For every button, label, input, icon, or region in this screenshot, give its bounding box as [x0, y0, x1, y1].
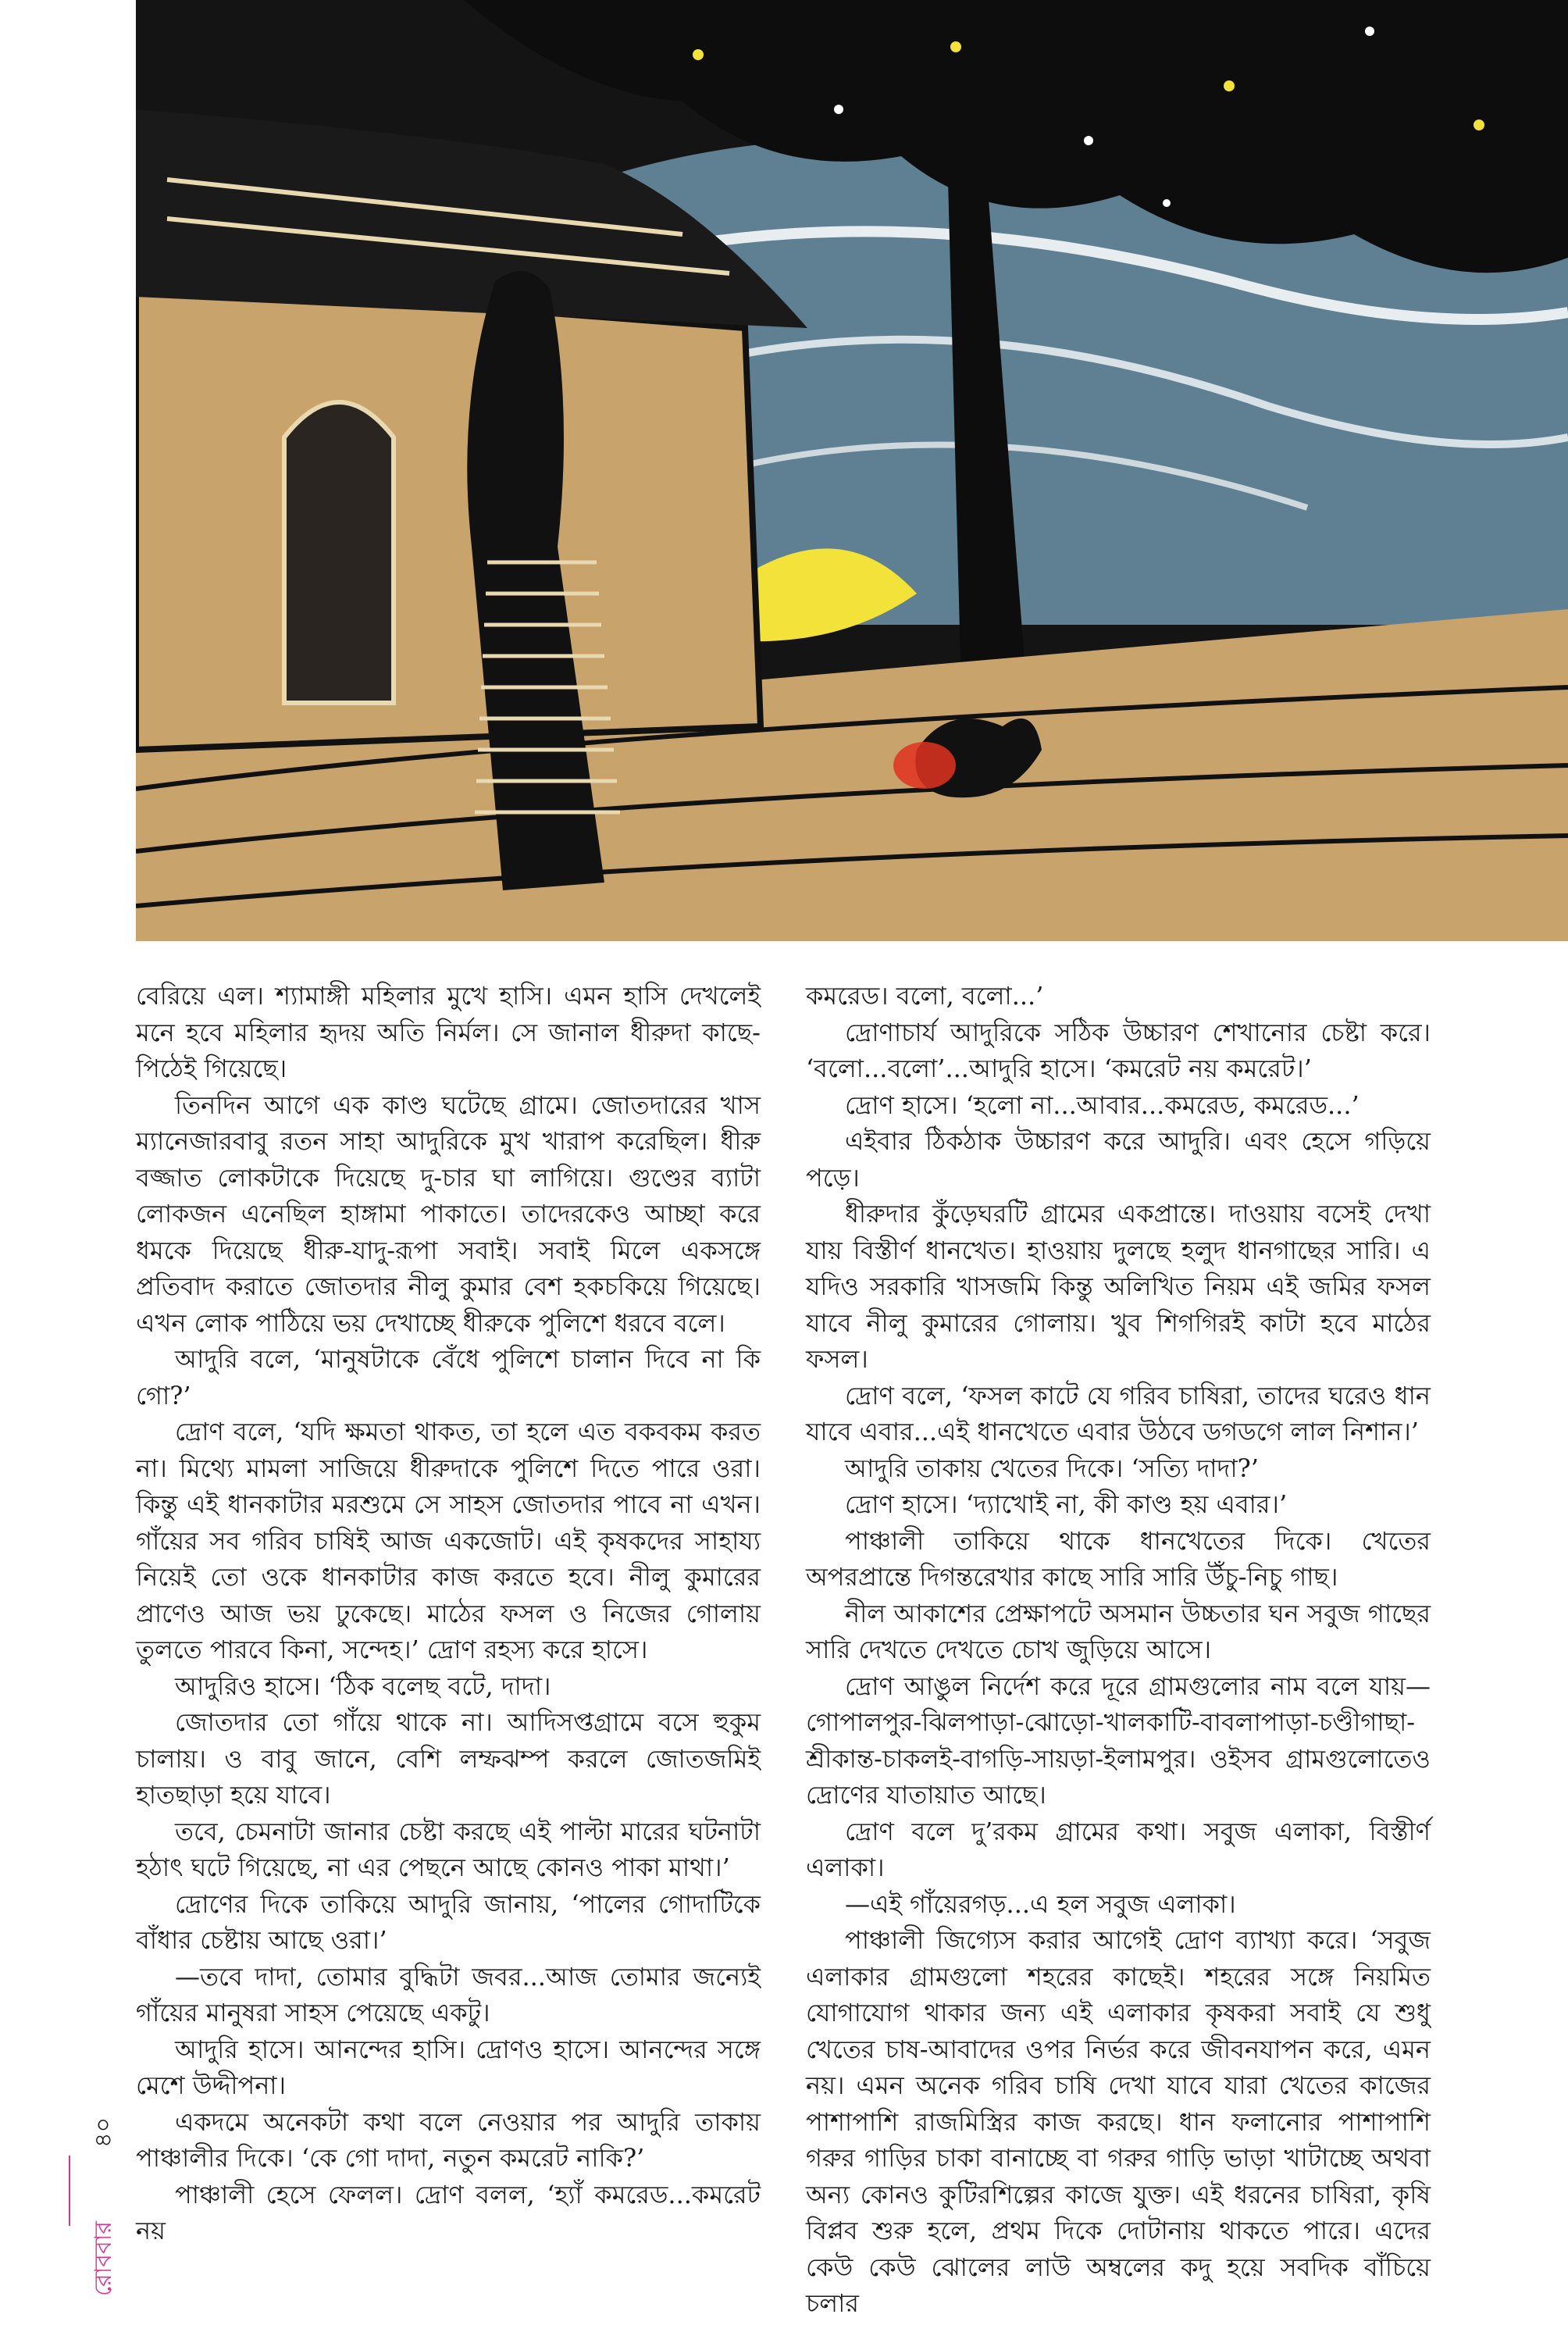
paragraph: আদুরি তাকায় খেতের দিকে। ‘সত্যি দাদা?’: [845, 1453, 1259, 1483]
paragraph: —এই গাঁয়েরগড়...এ হল সবুজ এলাকা।: [845, 1888, 1236, 1919]
story-illustration: [136, 0, 1568, 941]
paragraph: এইবার ঠিকঠাক উচ্চারণ করে আদুরি। এবং হেসে গড়িয়ে পড়ে।: [806, 1126, 1431, 1193]
woodcut-scene: [136, 0, 1568, 941]
paragraph: —তবে দাদা, তোমার বুদ্ধিটা জবর...আজ তোমার জন্যেই গাঁয়ের মানুষরা সাহস পেয়েছে একটু।: [136, 1961, 761, 2027]
paragraph: একদমে অনেকটা কথা বলে নেওয়ার পর আদুরি তাকায় পাঞ্চালীর দিকে। ‘কে গো দাদা, নতুন কমরেট নাকি?’: [136, 2106, 761, 2173]
paragraph: আদুরি হাসে। আনন্দের হাসি। দ্রোণও হাসে। আনন্দের সঙ্গে মেশে উদ্দীপনা।: [136, 2034, 761, 2100]
paragraph: দ্রোণ বলে, ‘যদি ক্ষমতা থাকত, তা হলে এত বকবকম করত না। মিথ্যে মামলা সাজিয়ে ধীরুদাকে পুলিশে দিতে পারে ওরা। কিন্তু এই ধানকাটার মরশুমে সে সাহস জোতদার পাবে না এখন। গাঁয়ের সব গরিব চাষিই আজ একজোট। এই কৃষকদের সাহায্য নিয়েই তো ওকে ধানকাটার কাজ করতে হবে। নীলু কুমারের প্রাণেও আজ ভয় ঢুকেছে। মাঠের ফসল ও নিজের গোলায় তুলতে পারবে কিনা, সন্দেহ।’ দ্রোণ রহস্য করে হাসে।: [136, 1417, 761, 1664]
paragraph: পাঞ্চালী জিগ্যেস করার আগেই দ্রোণ ব্যাখ্যা করে। ‘সবুজ এলাকার গ্রামগুলো শহরের কাছেই। শহরের সঙ্গে নিয়মিত যোগাযোগ থাকার জন্য এই এলাকার কৃষকরা সবাই যে শুধু খেতের চাষ-আবাদের ওপর নির্ভর করে জীবনযাপন করে, এমন নয়। এমন অনেক গরিব চাষি দেখা যাবে যারা খেতের কাজের পাশাপাশি রাজমিস্ত্রির কাজ করছে। ধান ফলানোর পাশাপাশি গরুর গাড়ির চাকা বানাচ্ছে বা গরুর গাড়ি ভাড়া খাটাচ্ছে অথবা অন্য কোনও কুটিরশিল্পের কাজে যুক্ত। এই ধরনের চাষিরা, কৃষি বিপ্লব শুরু হলে, প্রথম দিকে দোটানায় থাকতে পারে। এদের কেউ কেউ ঝোলের লাউ অম্বলের কদু হয়ে সবদিক বাঁচিয়ে চলার: [806, 1925, 1431, 2318]
page-folio: [61, 2062, 117, 2320]
paragraph: জোতদার তো গাঁয়ে থাকে না। আদিসপ্তগ্রামে বসে হুকুম চালায়। ও বাবু জানে, বেশি লম্ফঝম্প করলে জোতজমিই হাতছাড়া হয়ে যাবে।: [136, 1707, 761, 1810]
paragraph: বেরিয়ে এল। শ্যামাঙ্গী মহিলার মুখে হাসি। এমন হাসি দেখলেই মনে হবে মহিলার হৃদয় অতি নির্মল। সে জানাল ধীরুদা কাছে-পিঠেই গিয়েছে।: [136, 981, 761, 1083]
paragraph: দ্রোণ হাসে। ‘হলো না...আবার...কমরেড, কমরেড...’: [845, 1089, 1360, 1120]
paragraph: পাঞ্চালী তাকিয়ে থাকে ধানখেতের দিকে। খেতের অপরপ্রান্তে দিগন্তরেখার কাছে সারি সারি উঁচু-নিচু গাছ।: [806, 1525, 1431, 1592]
paragraph: দ্রোণ হাসে। ‘দ্যাখোই না, কী কাণ্ড হয় এবার।’: [845, 1489, 1288, 1519]
paragraph: পাঞ্চালী হেসে ফেলল। দ্রোণ বলল, ‘হ্যাঁ কমরেড...কমরেট নয়: [136, 2179, 761, 2245]
paragraph: তবে, চেমনাটা জানার চেষ্টা করছে এই পাল্টা মারের ঘটনাটা হঠাৎ ঘটে গিয়েছে, না এর পেছনে আছে কোনও পাকা মাথা।’: [136, 1816, 761, 1882]
paragraph: কমরেড। বলো, বলো...’: [806, 981, 1044, 1011]
folio-divider: [69, 2156, 70, 2226]
paragraph: দ্রোণ আঙুল নির্দেশ করে দূরে গ্রামগুলোর নাম বলে যায়—গোপালপুর-ঝিলপাড়া-ঝোড়ো-খালকাটি-বাবলাপাড়া-চণ্ডীগাছা-শ্রীকান্ত-চাকলই-বাগড়ি-সায়ড়া-ইলামপুর। ওইসব গ্রামগুলোতেও দ্রোণের যাতায়াত আছে।: [806, 1671, 1431, 1810]
text-column-left: [136, 978, 761, 2249]
paragraph: দ্রোণ বলে দু’রকম গ্রামের কথা। সবুজ এলাকা, বিস্তীর্ণ এলাকা।: [806, 1816, 1431, 1882]
paragraph: নীল আকাশের প্রেক্ষাপটে অসমান উচ্চতার ঘন সবুজ গাছের সারি দেখতে দেখতে চোখ জুড়িয়ে আসে।: [806, 1598, 1431, 1664]
magazine-name: রোববার: [90, 2221, 117, 2296]
text-column-right: [806, 978, 1431, 2322]
paragraph: দ্রোণ বলে, ‘ফসল কাটে যে গরিব চাষিরা, তাদের ঘরেও ধান যাবে এবার...এই ধানখেতে এবার উঠবে ডগডগে লাল নিশান।’: [806, 1380, 1431, 1446]
paragraph: দ্রোণের দিকে তাকিয়ে আদুরি জানায়, ‘পালের গোদাটিকে বাঁধার চেষ্টায় আছে ওরা।’: [136, 1888, 761, 1955]
paragraph: তিনদিন আগে এক কাণ্ড ঘটেছে গ্রামে। জোতদারের খাস ম্যানেজারবাবু রতন সাহা আদুরিকে মুখ খারাপ করেছিল। ধীরু বজ্জাত লোকটাকে দিয়েছে দু-চার ঘা লাগিয়ে। গুণ্ডের ব্যাটা লোকজন এনেছিল হাঙ্গামা পাকাতে। তাদেরকেও আচ্ছা করে ধমকে দিয়েছে ধীরু-যাদু-রূপা সবাই। সবাই মিলে একসঙ্গে প্রতিবাদ করাতে জোতদার নীলু কুমার বেশ হকচকিয়ে গিয়েছে। এখন লোক পাঠিয়ে ভয় দেখাচ্ছে ধীরুকে পুলিশে ধরবে বলে।: [136, 1089, 761, 1338]
page-number: ৪০: [90, 2117, 117, 2148]
paragraph: আদুরিও হাসে। ‘ঠিক বলেছ বটে, দাদা।: [175, 1671, 551, 1701]
paragraph: দ্রোণাচার্য আদুরিকে সঠিক উচ্চারণ শেখানোর চেষ্টা করে। ‘বলো...বলো’...আদুরি হাসে। ‘কমরেট নয় কমরেট।’: [806, 1017, 1431, 1083]
paragraph: আদুরি বলে, ‘মানুষটাকে বেঁধে পুলিশে চালান দিবে না কি গো?’: [136, 1344, 761, 1410]
paragraph: ধীরুদার কুঁড়েঘরটি গ্রামের একপ্রান্তে। দাওয়ায় বসেই দেখা যায় বিস্তীর্ণ ধানখেত। হাওয়ায় দুলছে হলুদ ধানগাছের সারি। এ যদিও সরকারি খাসজমি কিন্তু অলিখিত নিয়ম এই জমির ফসল যাবে নীলু কুমারের গোলায়। খুব শিগগিরই কাটা হবে মাঠের ফসল।: [806, 1199, 1431, 1374]
